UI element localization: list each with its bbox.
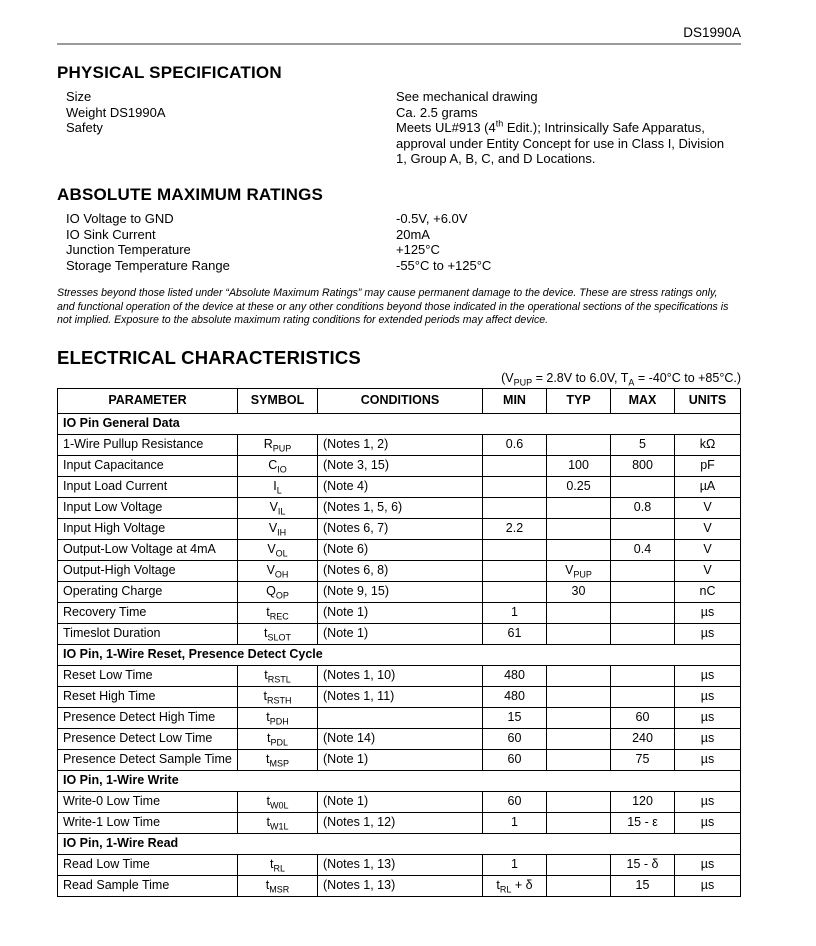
conditions-cell: (Note 3, 15) bbox=[318, 455, 483, 476]
test-conditions: ($V_{PUP} = 2.8V$ to 6.0V, $T_A = -40^\circ C$ to +85°C.) bbox=[501, 370, 741, 388]
typ-cell bbox=[547, 791, 611, 812]
spec-row bbox=[57, 227, 741, 243]
electrical-characteristics-table bbox=[57, 388, 741, 897]
min-cell: 60 bbox=[483, 728, 547, 749]
section-label: IO Pin, 1-Wire Reset, Presence Detect Cycle bbox=[58, 644, 741, 665]
spec-value bbox=[396, 89, 741, 105]
typ-cell bbox=[547, 749, 611, 770]
table-header bbox=[58, 388, 741, 413]
header-parameter: PARAMETER bbox=[58, 388, 238, 413]
typ-cell bbox=[547, 707, 611, 728]
units-cell: µs bbox=[675, 707, 741, 728]
parameter-cell: Presence Detect Sample Time bbox=[58, 749, 238, 770]
typ-cell bbox=[547, 854, 611, 875]
spec-row bbox=[57, 242, 741, 258]
typ-cell bbox=[547, 875, 611, 896]
min-cell bbox=[483, 497, 547, 518]
symbol-cell: $Q_{OP}$ bbox=[238, 581, 318, 602]
spec-value bbox=[396, 105, 741, 121]
conditions-cell: (Notes 1, 2) bbox=[318, 434, 483, 455]
conditions-cell: (Notes 1, 11) bbox=[318, 686, 483, 707]
min-cell bbox=[483, 581, 547, 602]
symbol-cell: $I_L$ bbox=[238, 476, 318, 497]
conditions-cell: (Notes 1, 5, 6) bbox=[318, 497, 483, 518]
max-cell: 800 bbox=[611, 455, 675, 476]
parameter-cell: Output-Low Voltage at 4mA bbox=[58, 539, 238, 560]
spec-value bbox=[396, 242, 741, 258]
max-cell: 120 bbox=[611, 791, 675, 812]
conditions-cell: (Notes 6, 8) bbox=[318, 560, 483, 581]
abs-max-ratings-title: ABSOLUTE MAXIMUM RATINGS bbox=[57, 184, 324, 204]
table-row bbox=[58, 728, 741, 749]
units-cell: V bbox=[675, 497, 741, 518]
parameter-cell: Output-High Voltage bbox=[58, 560, 238, 581]
typ-cell bbox=[547, 728, 611, 749]
conditions-cell: (Note 14) bbox=[318, 728, 483, 749]
header-rule bbox=[57, 43, 741, 45]
symbol-cell: $R_{PUP}$ bbox=[238, 434, 318, 455]
section-label: IO Pin, 1-Wire Read bbox=[58, 833, 741, 854]
max-cell: 0.4 bbox=[611, 539, 675, 560]
spec-label: IO Voltage to GND bbox=[66, 210, 174, 226]
note-line: Stresses beyond those listed under “Absolute Maximum Ratings” may cause permanent damage to the device. These are stress ratings only, bbox=[57, 287, 718, 300]
header-units: UNITS bbox=[675, 388, 741, 413]
units-cell: µs bbox=[675, 665, 741, 686]
symbol-cell: $V_{IH}$ bbox=[238, 518, 318, 539]
conditions-cell bbox=[318, 707, 483, 728]
max-cell bbox=[611, 476, 675, 497]
spec-value-line: approval under Entity Concept for use in Class I, Division bbox=[396, 135, 725, 151]
conditions-cell: (Note 1) bbox=[318, 791, 483, 812]
symbol-cell: $t_{W0L}$ bbox=[238, 791, 318, 812]
max-cell bbox=[611, 665, 675, 686]
spec-row bbox=[57, 120, 741, 167]
max-cell bbox=[611, 560, 675, 581]
spec-value bbox=[396, 258, 741, 274]
typ-cell bbox=[547, 539, 611, 560]
units-cell: µA bbox=[675, 476, 741, 497]
table-row bbox=[58, 707, 741, 728]
stress-note bbox=[57, 287, 741, 327]
spec-value-line: -0.5V, +6.0V bbox=[396, 210, 468, 226]
typ-cell bbox=[547, 623, 611, 644]
table-row bbox=[58, 434, 741, 455]
symbol-cell: $t_{MSR}$ bbox=[238, 875, 318, 896]
parameter-cell: Read Sample Time bbox=[58, 875, 238, 896]
table-header-row bbox=[58, 388, 741, 413]
note-line: and functional operation of the device at these or any other conditions beyond those indicated in the operational sections of the specifications is bbox=[57, 300, 729, 313]
symbol-cell: $t_{PDH}$ bbox=[238, 707, 318, 728]
symbol-cell: $C_{IO}$ bbox=[238, 455, 318, 476]
units-cell: µs bbox=[675, 623, 741, 644]
parameter-cell: Presence Detect High Time bbox=[58, 707, 238, 728]
abs-max-ratings-list bbox=[57, 211, 741, 273]
symbol-cell: $t_{MSP}$ bbox=[238, 749, 318, 770]
parameter-cell: Write-0 Low Time bbox=[58, 791, 238, 812]
typ-cell bbox=[547, 518, 611, 539]
header-symbol: SYMBOL bbox=[238, 388, 318, 413]
units-cell: µs bbox=[675, 602, 741, 623]
min-cell: 0.6 bbox=[483, 434, 547, 455]
table-row bbox=[58, 812, 741, 833]
table-row bbox=[58, 749, 741, 770]
typ-cell: 30 bbox=[547, 581, 611, 602]
table-row bbox=[58, 623, 741, 644]
spec-label: IO Sink Current bbox=[66, 226, 156, 242]
table-section-row bbox=[58, 644, 741, 665]
spec-value-line: See mechanical drawing bbox=[396, 89, 538, 104]
parameter-cell: Reset Low Time bbox=[58, 665, 238, 686]
max-cell: 15 - δ bbox=[611, 854, 675, 875]
spec-row bbox=[57, 105, 741, 121]
spec-label: Weight DS1990A bbox=[66, 104, 166, 120]
spec-label: Safety bbox=[66, 120, 103, 136]
typ-cell: 0.25 bbox=[547, 476, 611, 497]
header-typ: TYP bbox=[547, 388, 611, 413]
header-min: MIN bbox=[483, 388, 547, 413]
units-cell: V bbox=[675, 518, 741, 539]
min-cell bbox=[483, 476, 547, 497]
spec-label: Storage Temperature Range bbox=[66, 257, 230, 273]
spec-value-line: -55°C to +125°C bbox=[396, 257, 492, 273]
conditions-cell: (Note 4) bbox=[318, 476, 483, 497]
parameter-cell: Timeslot Duration bbox=[58, 623, 238, 644]
symbol-cell: $t_{SLOT}$ bbox=[238, 623, 318, 644]
section-label: IO Pin, 1-Wire Write bbox=[58, 770, 741, 791]
table-row bbox=[58, 791, 741, 812]
units-cell: µs bbox=[675, 791, 741, 812]
table-section-row bbox=[58, 833, 741, 854]
typ-cell bbox=[547, 434, 611, 455]
parameter-cell: Write-1 Low Time bbox=[58, 812, 238, 833]
max-cell: 240 bbox=[611, 728, 675, 749]
max-cell bbox=[611, 602, 675, 623]
max-cell bbox=[611, 686, 675, 707]
table-row bbox=[58, 581, 741, 602]
max-cell: 0.8 bbox=[611, 497, 675, 518]
min-cell: $t_{RL} + \delta$ bbox=[483, 875, 547, 896]
units-cell: µs bbox=[675, 749, 741, 770]
symbol-cell: $V_{IL}$ bbox=[238, 497, 318, 518]
electrical-characteristics-section bbox=[57, 347, 741, 897]
table-section-row bbox=[58, 770, 741, 791]
table-row bbox=[58, 455, 741, 476]
symbol-cell: $t_{RL}$ bbox=[238, 854, 318, 875]
parameter-cell: Reset High Time bbox=[58, 686, 238, 707]
table-row bbox=[58, 875, 741, 896]
units-cell: µs bbox=[675, 812, 741, 833]
max-cell: 15 - ε bbox=[611, 812, 675, 833]
parameter-cell: Input Low Voltage bbox=[58, 497, 238, 518]
spec-value-line: 20mA bbox=[396, 226, 430, 242]
parameter-cell: Operating Charge bbox=[58, 581, 238, 602]
table-row bbox=[58, 665, 741, 686]
electrical-characteristics-title: ELECTRICAL CHARACTERISTICS bbox=[57, 346, 361, 368]
spec-value bbox=[396, 120, 741, 167]
max-cell: 5 bbox=[611, 434, 675, 455]
spec-row bbox=[57, 89, 741, 105]
table-row bbox=[58, 539, 741, 560]
physical-specification-section bbox=[57, 63, 741, 167]
units-cell: µs bbox=[675, 728, 741, 749]
min-cell bbox=[483, 455, 547, 476]
table-row bbox=[58, 686, 741, 707]
max-cell bbox=[611, 581, 675, 602]
doc-reference: DS1990A bbox=[683, 25, 741, 40]
symbol-cell: $t_{RSTH}$ bbox=[238, 686, 318, 707]
max-cell: 15 bbox=[611, 875, 675, 896]
conditions-cell: (Note 6) bbox=[318, 539, 483, 560]
header-conditions: CONDITIONS bbox=[318, 388, 483, 413]
spec-value-line: +125°C bbox=[396, 242, 440, 258]
symbol-cell: $t_{REC}$ bbox=[238, 602, 318, 623]
table-body bbox=[58, 413, 741, 896]
spec-value bbox=[396, 227, 741, 243]
symbol-cell: $t_{PDL}$ bbox=[238, 728, 318, 749]
units-cell: V bbox=[675, 560, 741, 581]
section-label: IO Pin General Data bbox=[58, 413, 741, 434]
spec-value-line: Ca. 2.5 grams bbox=[396, 104, 478, 120]
units-cell: µs bbox=[675, 854, 741, 875]
units-cell: pF bbox=[675, 455, 741, 476]
absolute-maximum-ratings-section bbox=[57, 185, 741, 327]
typ-cell bbox=[547, 686, 611, 707]
min-cell bbox=[483, 539, 547, 560]
typ-cell: 100 bbox=[547, 455, 611, 476]
min-cell: 61 bbox=[483, 623, 547, 644]
max-cell bbox=[611, 518, 675, 539]
min-cell: 480 bbox=[483, 686, 547, 707]
max-cell: 75 bbox=[611, 749, 675, 770]
table-row bbox=[58, 602, 741, 623]
min-cell: 1 bbox=[483, 854, 547, 875]
units-cell: V bbox=[675, 539, 741, 560]
spec-row bbox=[57, 258, 741, 274]
conditions-cell: (Notes 6, 7) bbox=[318, 518, 483, 539]
spec-value-line: 1, Group A, B, C, and D Locations. bbox=[396, 151, 596, 167]
units-cell: kΩ bbox=[675, 434, 741, 455]
note-line: not implied. Exposure to the absolute maximum rating conditions for extended periods may affect device. bbox=[57, 313, 549, 326]
spec-value-line: Meets UL#913 (4th Edit.); Intrinsically Safe Apparatus, bbox=[396, 118, 705, 136]
min-cell: 15 bbox=[483, 707, 547, 728]
symbol-cell: $t_{W1L}$ bbox=[238, 812, 318, 833]
units-cell: µs bbox=[675, 686, 741, 707]
spec-value bbox=[396, 211, 741, 227]
typ-cell bbox=[547, 665, 611, 686]
parameter-cell: Input High Voltage bbox=[58, 518, 238, 539]
conditions-cell: (Note 1) bbox=[318, 602, 483, 623]
symbol-cell: $V_{OL}$ bbox=[238, 539, 318, 560]
typ-cell bbox=[547, 812, 611, 833]
parameter-cell: Input Load Current bbox=[58, 476, 238, 497]
table-row bbox=[58, 497, 741, 518]
parameter-cell: 1-Wire Pullup Resistance bbox=[58, 434, 238, 455]
typ-cell: $V_{PUP}$ bbox=[547, 560, 611, 581]
min-cell: 2.2 bbox=[483, 518, 547, 539]
parameter-cell: Read Low Time bbox=[58, 854, 238, 875]
spec-label: Junction Temperature bbox=[66, 242, 191, 258]
conditions-cell: (Notes 1, 12) bbox=[318, 812, 483, 833]
typ-cell bbox=[547, 497, 611, 518]
spec-label: Size bbox=[66, 89, 92, 104]
symbol-cell: $V_{OH}$ bbox=[238, 560, 318, 581]
min-cell bbox=[483, 560, 547, 581]
units-cell: µs bbox=[675, 875, 741, 896]
conditions-cell: (Note 9, 15) bbox=[318, 581, 483, 602]
header-max: MAX bbox=[611, 388, 675, 413]
conditions-cell: (Notes 1, 10) bbox=[318, 665, 483, 686]
parameter-cell: Input Capacitance bbox=[58, 455, 238, 476]
table-section-row bbox=[58, 413, 741, 434]
typ-cell bbox=[547, 602, 611, 623]
min-cell: 60 bbox=[483, 791, 547, 812]
min-cell: 1 bbox=[483, 602, 547, 623]
table-row bbox=[58, 560, 741, 581]
parameter-cell: Recovery Time bbox=[58, 602, 238, 623]
table-row bbox=[58, 476, 741, 497]
parameter-cell: Presence Detect Low Time bbox=[58, 728, 238, 749]
conditions-cell: (Note 1) bbox=[318, 749, 483, 770]
max-cell: 60 bbox=[611, 707, 675, 728]
conditions-cell: (Notes 1, 13) bbox=[318, 854, 483, 875]
min-cell: 60 bbox=[483, 749, 547, 770]
units-cell: nC bbox=[675, 581, 741, 602]
conditions-cell: (Note 1) bbox=[318, 623, 483, 644]
spec-row bbox=[57, 211, 741, 227]
table-row bbox=[58, 854, 741, 875]
physical-spec-title: PHYSICAL SPECIFICATION bbox=[57, 63, 282, 82]
table-row bbox=[58, 518, 741, 539]
physical-spec-list bbox=[57, 89, 741, 167]
conditions-cell: (Notes 1, 13) bbox=[318, 875, 483, 896]
min-cell: 1 bbox=[483, 812, 547, 833]
symbol-cell: $t_{RSTL}$ bbox=[238, 665, 318, 686]
max-cell bbox=[611, 623, 675, 644]
min-cell: 480 bbox=[483, 665, 547, 686]
